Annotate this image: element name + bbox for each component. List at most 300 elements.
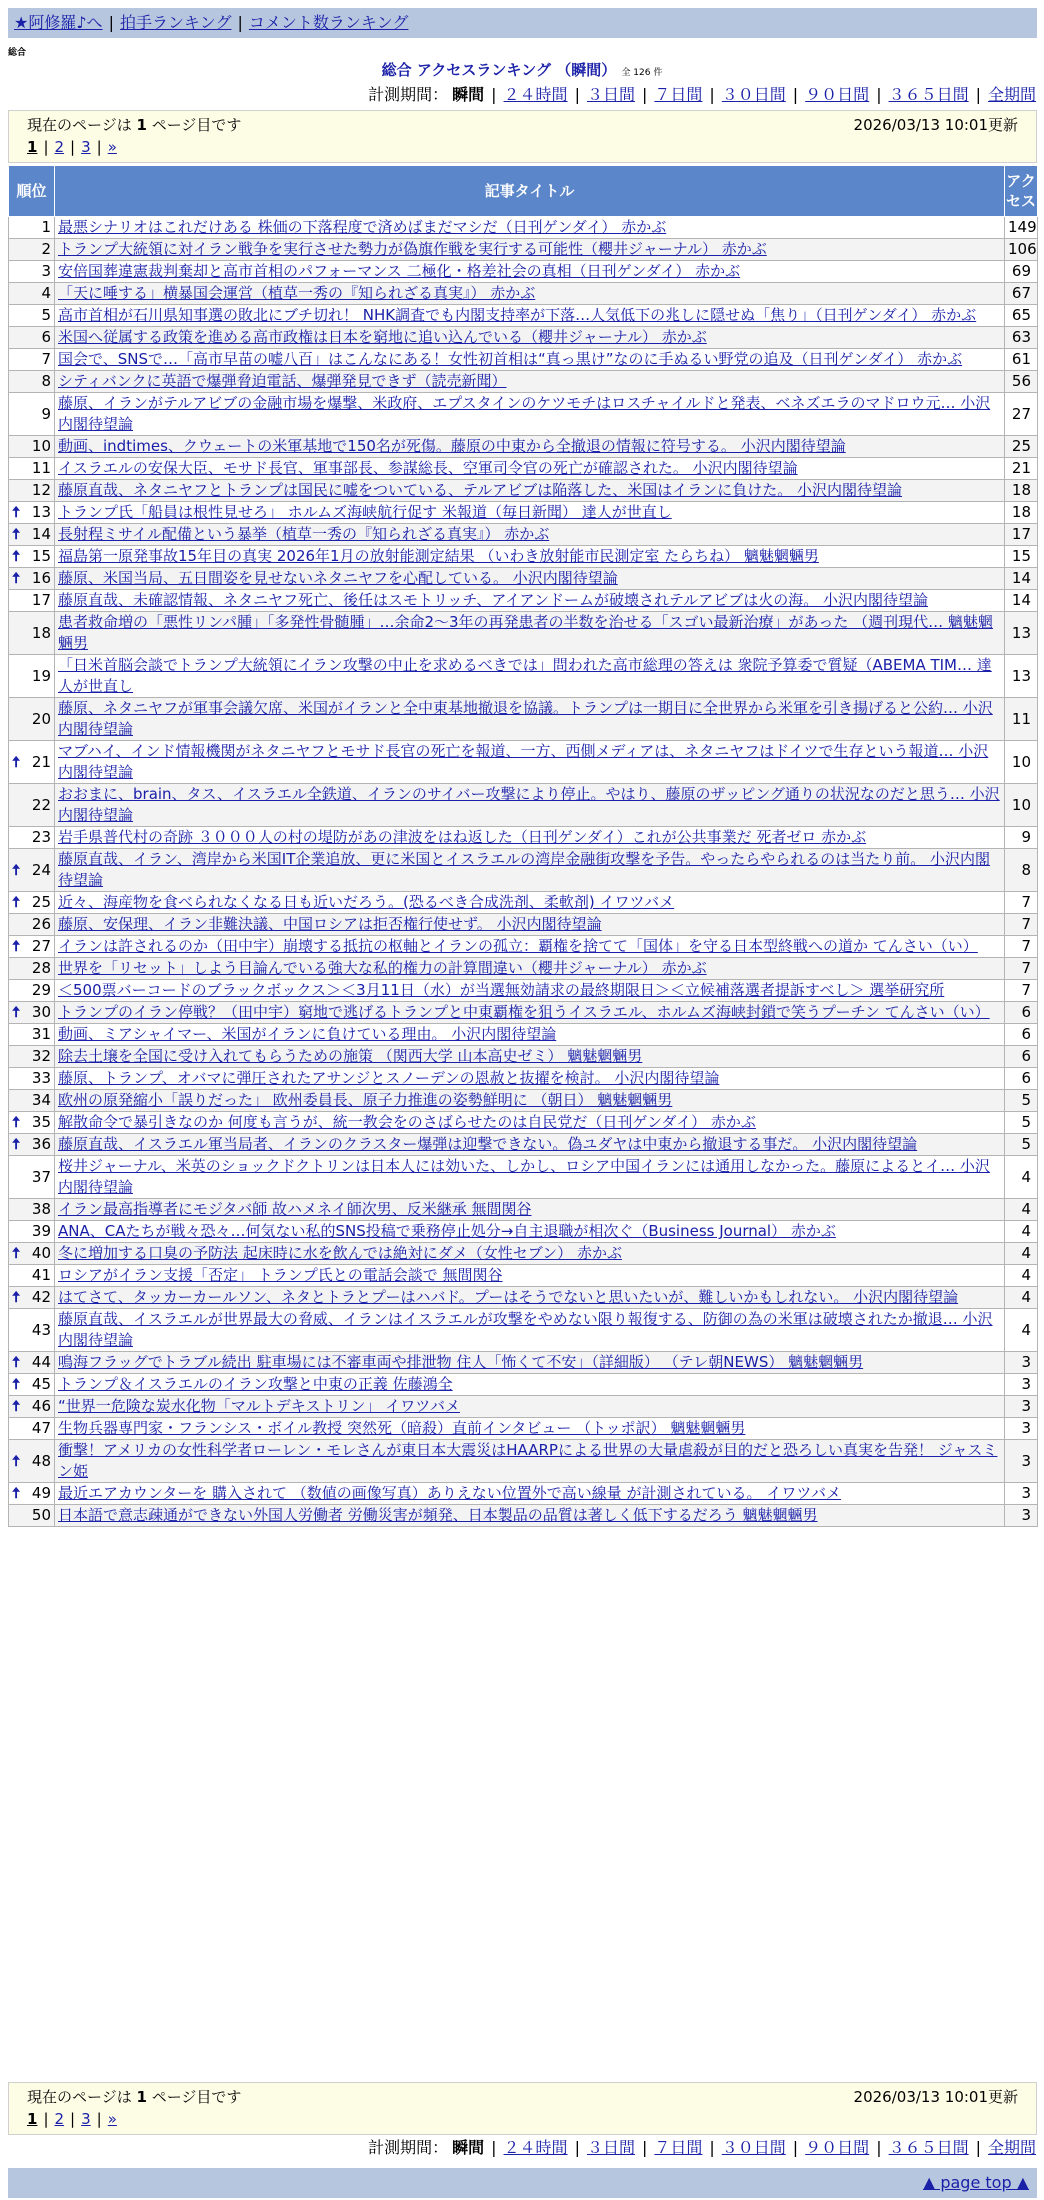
article-title-link[interactable]: 藤原直哉、イラン、湾岸から米国IT企業追放、更に米国とイスラエルの湾岸金融街攻撃を予告。やったらやられるのは当たり前。 小沢内閣待望論: [58, 850, 991, 889]
table-row: [9, 1483, 1038, 1505]
rank-number: 37: [31, 1167, 51, 1186]
item-count: 全 126 件: [621, 68, 663, 78]
table-row: [9, 1090, 1038, 1112]
rank-number: 30: [31, 1003, 51, 1021]
title-cell: [55, 1134, 1005, 1156]
updated-timestamp: 2026/03/13 10:01更新: [853, 2088, 1018, 2106]
pager-status: [27, 2087, 1018, 2107]
article-title-link[interactable]: 鳴海フラッグでトラブル続出 駐車場には不審車両や排泄物 住人「怖くて不安」（詳細版） （テレ朝NEWS） 魑魅魍魎男: [58, 1353, 864, 1371]
page-separator: |: [96, 2110, 102, 2128]
table-row: [9, 590, 1038, 612]
title-cell: [55, 1221, 1005, 1243]
rank-number: 27: [31, 937, 51, 955]
table-row: [9, 1418, 1038, 1440]
access-count: 3: [1005, 1352, 1038, 1374]
table-row: [9, 1287, 1038, 1309]
table-row: [9, 458, 1038, 480]
title-cell: [55, 1440, 1005, 1483]
article-title-link[interactable]: 欧州の原発縮小「誤りだった」 欧州委員長、原子力推進の姿勢鮮明に （朝日） 魑魅魍魎男: [58, 1091, 673, 1109]
rank-number: 4: [41, 284, 51, 302]
access-count: 13: [1005, 655, 1038, 698]
rank-up-arrow-icon: 🠅: [12, 1003, 21, 1021]
rank-up-arrow-icon: 🠅: [12, 1375, 21, 1393]
access-column-header: アクセス: [1005, 166, 1038, 217]
pager-status: [27, 115, 1018, 135]
rank-number: 45: [31, 1375, 51, 1393]
rank-number: 36: [31, 1135, 51, 1153]
title-cell: [55, 914, 1005, 936]
table-row: [9, 1221, 1038, 1243]
page-links: [27, 2109, 1018, 2129]
article-title-link[interactable]: 岩手県普代村の奇跡 ３０００人の村の堤防があの津波をはね返した（日刊ゲンダイ）これが公共事業だ 死者ゼロ 赤かぶ: [58, 828, 867, 846]
title-cell: [55, 436, 1005, 458]
rank-number: 10: [31, 437, 51, 455]
access-count: 3: [1005, 1483, 1038, 1505]
updated-timestamp: 2026/03/13 10:01更新: [853, 116, 1018, 134]
page-top-link[interactable]: ▲ page top ▲: [922, 2173, 1029, 2192]
rank-cell: [9, 590, 55, 612]
access-count: 14: [1005, 568, 1038, 590]
title-cell: [55, 784, 1005, 827]
rank-cell: [9, 1112, 55, 1134]
access-count: 65: [1005, 305, 1038, 327]
period-link[interactable]: ３日間: [586, 2138, 635, 2157]
comment-ranking-link[interactable]: コメント数ランキング: [248, 13, 409, 32]
rank-number: 15: [31, 547, 51, 565]
period-separator: |: [641, 2138, 648, 2157]
access-count: 6: [1005, 1068, 1038, 1090]
rank-cell: [9, 371, 55, 393]
table-row: [9, 349, 1038, 371]
rank-cell: [9, 612, 55, 655]
access-count: 5: [1005, 1112, 1038, 1134]
page-top-wrapper: [923, 2173, 1029, 2193]
article-title-link[interactable]: イラン最高指導者にモジタバ師 故ハメネイ師次男、反米継承 無間関谷: [58, 1200, 532, 1218]
rank-cell: [9, 1024, 55, 1046]
title-cell: [55, 1418, 1005, 1440]
rank-up-arrow-icon: 🠅: [12, 525, 21, 543]
rank-number: 50: [31, 1506, 51, 1524]
rank-number: 43: [31, 1320, 51, 1339]
rank-number: 46: [31, 1397, 51, 1415]
rank-number: 38: [31, 1200, 51, 1218]
title-cell: [55, 568, 1005, 590]
article-title-link[interactable]: 解散命令で暴引きなのか 何度も言うが、統一教会をのさばらせたのは自民党だ（日刊ゲンダイ） 赤かぶ: [58, 1113, 756, 1131]
next-page-link[interactable]: »: [107, 138, 117, 156]
rank-up-arrow-icon: 🠅: [12, 1353, 21, 1371]
article-title-link[interactable]: シティバンクに英語で爆弾脅迫電話、爆弾発見できず（読売新聞）: [58, 372, 507, 390]
rank-number: 48: [31, 1451, 51, 1470]
rank-number: 24: [31, 860, 51, 879]
rank-number: 12: [31, 481, 51, 499]
article-title-link[interactable]: 国会で、SNSで…「高市早苗の嘘八百」はこんなにある！女性初首相は“真っ黒け”なのに手ぬるい野党の追及（日刊ゲンダイ） 赤かぶ: [58, 350, 963, 368]
rank-up-arrow-icon: 🠅: [12, 1484, 21, 1502]
rank-number: 18: [31, 623, 51, 642]
period-link[interactable]: ３日間: [586, 85, 635, 104]
article-title-link[interactable]: 生物兵器専門家・フランシス・ボイル教授 突然死（暗殺）直前インタビュー （トッポ訳） 魑魅魍魎男: [58, 1419, 746, 1437]
access-count: 17: [1005, 524, 1038, 546]
page-link[interactable]: 3: [81, 2110, 91, 2128]
table-row: [9, 827, 1038, 849]
table-row: [9, 1112, 1038, 1134]
table-row: [9, 327, 1038, 349]
table-row: [9, 892, 1038, 914]
rank-cell: [9, 524, 55, 546]
pager-text-post: ページ目です: [151, 116, 242, 134]
table-row: [9, 261, 1038, 283]
rank-cell: [9, 784, 55, 827]
period-link[interactable]: ３０日間: [721, 85, 786, 104]
table-row: [9, 784, 1038, 827]
table-row: [9, 1046, 1038, 1068]
table-row: [9, 741, 1038, 784]
article-title-link[interactable]: 藤原、安保理、イラン非難決議、中国ロシアは拒否権行使せず。 小沢内閣待望論: [58, 915, 602, 933]
rank-number: 42: [31, 1288, 51, 1306]
rank-up-arrow-icon: 🠅: [12, 1113, 21, 1131]
period-link[interactable]: ３０日間: [721, 2138, 786, 2157]
article-title-link[interactable]: 最悪シナリオはこれだけある 株価の下落程度で済めばまだマシだ（日刊ゲンダイ） 赤かぶ: [58, 218, 667, 236]
article-title-link[interactable]: トランプのイラン停戦？（田中宇）窮地で逃げるトランプと中東覇権を狙うイスラエル、ホルムズ海峡封鎖で笑うプーチン てんさい（い）: [58, 1003, 990, 1021]
table-row: [9, 217, 1038, 239]
rank-number: 25: [31, 893, 51, 911]
rank-cell: [9, 1287, 55, 1309]
rank-number: 5: [41, 306, 51, 324]
title-cell: [55, 655, 1005, 698]
period-separator: |: [876, 2138, 882, 2157]
access-count: 67: [1005, 283, 1038, 305]
rank-number: 6: [41, 328, 51, 346]
period-label: 計測期間：: [368, 2138, 449, 2157]
access-count: 5: [1005, 1134, 1038, 1156]
title-cell: [55, 698, 1005, 741]
rank-cell: [9, 1440, 55, 1483]
page-link[interactable]: 2: [54, 2110, 65, 2128]
access-count: 61: [1005, 349, 1038, 371]
period-separator: |: [491, 85, 497, 104]
rank-cell: [9, 349, 55, 371]
period-separator: |: [709, 2138, 715, 2157]
table-row: [9, 1440, 1038, 1483]
table-row: [9, 1002, 1038, 1024]
article-title-link[interactable]: ロシアがイラン支援「否定」 トランプ氏との電話会談で 無間関谷: [58, 1266, 503, 1284]
title-cell: [55, 849, 1005, 892]
period-current: 瞬間: [452, 2138, 485, 2157]
title-cell: [55, 1309, 1005, 1352]
rank-up-arrow-icon: 🠅: [12, 937, 21, 955]
access-count: 7: [1005, 980, 1038, 1002]
period-link[interactable]: ９０日間: [805, 85, 870, 104]
table-row: [9, 305, 1038, 327]
period-link[interactable]: ７日間: [654, 2138, 703, 2157]
table-row: [9, 502, 1038, 524]
rank-cell: [9, 936, 55, 958]
title-cell: [55, 958, 1005, 980]
article-title-link[interactable]: ＜500票バーコードのブラックボックス＞＜3月11日（水）が当選無効請求の最終期限日＞＜立候補落選者提訴すべし＞ 選挙研究所: [58, 981, 945, 999]
rank-number: 40: [31, 1244, 51, 1262]
period-link[interactable]: 全期間: [987, 85, 1036, 104]
rank-cell: [9, 327, 55, 349]
article-title-link[interactable]: 藤原直哉、未確認情報、ネタニヤフ死亡、後任はスモトリッチ、アイアンドームが破壊されテルアビブは火の海。 小沢内閣待望論: [58, 591, 928, 609]
title-cell: [55, 1024, 1005, 1046]
applause-ranking-link[interactable]: 拍手ランキング: [119, 13, 232, 32]
period-link[interactable]: ２４時間: [503, 85, 568, 104]
article-title-link[interactable]: 「日米首脳会談でトランプ大統領にイラン攻撃の中止を求めるべきでは」問われた高市総理の答えは 衆院予算委で質疑（ABEMA TIM… 達人が世直し: [58, 656, 992, 695]
rank-up-arrow-icon: 🠅: [12, 1288, 21, 1306]
article-title-link[interactable]: おおまに、brain、タス、イスラエル全鉄道、イランのサイバー攻撃により停止。やはり、藤原のザッピング通りの状況なのだと思う… 小沢内閣待望論: [58, 785, 1000, 824]
ranking-body: [9, 217, 1038, 1527]
article-title-link[interactable]: 世界を「リセット」しよう目論んでいる強大な私的権力の計算間違い（櫻井ジャーナル） 赤かぶ: [58, 959, 707, 977]
rank-up-arrow-icon: 🠅: [12, 1397, 21, 1415]
period-separator: |: [491, 2138, 497, 2157]
access-count: 3: [1005, 1440, 1038, 1483]
article-title-link[interactable]: 患者救命増の「悪性リンパ腫」「多発性骨髄腫」…余命2〜3年の再発患者の半数を治せる「スゴい最新治療」があった （週刊現代… 魑魅魍魎男: [58, 613, 993, 652]
next-page-link[interactable]: »: [107, 2110, 117, 2128]
rank-number: 11: [31, 459, 51, 477]
access-count: 18: [1005, 502, 1038, 524]
table-row: [9, 698, 1038, 741]
page-links: [27, 137, 1018, 157]
rank-cell: [9, 568, 55, 590]
article-title-link[interactable]: トランプ氏「船員は根性見せろ」 ホルムズ海峡航行促す 米報道（毎日新聞） 達人が世直し: [58, 503, 672, 521]
pager-text-post: ページ目です: [151, 2088, 242, 2106]
rank-cell: [9, 217, 55, 239]
access-count: 6: [1005, 1046, 1038, 1068]
access-count: 27: [1005, 393, 1038, 436]
rank-number: 35: [31, 1113, 51, 1131]
table-row: [9, 283, 1038, 305]
article-title-link[interactable]: 安倍国葬違憲裁判棄却と高市首相のパフォーマンス 二極化・格差社会の真相（日刊ゲンダイ） 赤かぶ: [58, 262, 741, 280]
rank-cell: [9, 546, 55, 568]
home-link[interactable]: ★阿修羅♪へ: [14, 13, 103, 32]
title-cell: [55, 1265, 1005, 1287]
access-count: 3: [1005, 1374, 1038, 1396]
article-title-link[interactable]: はてさて、タッカーカールソン、ネタとトラとプーはハバド。プーはそうでないと思いたいが、難しいかもしれない。 小沢内閣待望論: [58, 1288, 959, 1306]
access-count: 106: [1005, 239, 1038, 261]
rank-number: 17: [31, 591, 51, 609]
access-count: 4: [1005, 1243, 1038, 1265]
access-count: 7: [1005, 958, 1038, 980]
table-header-row: [9, 166, 1038, 217]
article-title-link[interactable]: 藤原直哉、ネタニヤフとトランプは国民に嘘をついている、テルアビブは陥落した、米国はイランに負けた。 小沢内閣待望論: [58, 481, 903, 499]
rank-up-arrow-icon: 🠅: [12, 1451, 21, 1470]
rank-cell: [9, 283, 55, 305]
page-link[interactable]: 3: [81, 138, 91, 156]
article-title-link[interactable]: 近々、海産物を食べられなくなる日も近いだろう。(恐るべき合成洗剤、柔軟剤) イワツバメ: [58, 893, 675, 911]
article-title-link[interactable]: 長射程ミサイル配備という暴挙（植草一秀の『知られざる真実』） 赤かぶ: [58, 525, 550, 543]
rank-number: 7: [41, 350, 51, 368]
page-separator: |: [70, 138, 76, 156]
rank-number: 29: [31, 981, 51, 999]
title-cell: [55, 1505, 1005, 1527]
pager-text-pre: 現在のページは: [27, 116, 132, 134]
page-title: [0, 60, 1044, 83]
table-row: [9, 1243, 1038, 1265]
table-row: [9, 1068, 1038, 1090]
access-count: 69: [1005, 261, 1038, 283]
title-cell: [55, 502, 1005, 524]
rank-cell: [9, 1002, 55, 1024]
table-row: [9, 914, 1038, 936]
article-title-link[interactable]: 藤原、トランプ、オバマに弾圧されたアサンジとスノーデンの恩赦と抜擢を検討。 小沢内閣待望論: [58, 1069, 720, 1087]
access-count: 63: [1005, 327, 1038, 349]
article-title-link[interactable]: “世界一危険な炭水化物「マルトデキストリン」 イワツバメ: [58, 1397, 460, 1415]
rank-number: 33: [31, 1069, 51, 1087]
title-cell: [55, 1046, 1005, 1068]
access-count: 25: [1005, 436, 1038, 458]
access-count: 4: [1005, 1287, 1038, 1309]
article-title-link[interactable]: ANA、CAたちが戦々恐々…何気ない私的SNS投稿で乗務停止処分→自主退職が相次ぐ（Business Journal） 赤かぶ: [58, 1222, 836, 1240]
article-title-link[interactable]: トランプ＆イスラエルのイラン攻撃と中東の正義 佐藤鴻全: [58, 1375, 453, 1393]
access-count: 4: [1005, 1265, 1038, 1287]
article-title-link[interactable]: 除去土壌を全国に受け入れてもらうための施策 （関西大学 山本高史ゼミ） 魑魅魍魎男: [58, 1047, 643, 1065]
article-title-link[interactable]: 動画、indtimes、クウェートの米軍基地で150名が死傷。藤原の中東から全撤退の情報に符号する。 小沢内閣待望論: [58, 437, 846, 455]
access-count: 5: [1005, 1090, 1038, 1112]
rank-number: 47: [31, 1419, 51, 1437]
rank-cell: [9, 849, 55, 892]
current-page: 1: [27, 2110, 38, 2128]
rank-cell: [9, 827, 55, 849]
period-separator: |: [975, 2138, 981, 2157]
article-title-link[interactable]: イランは許されるのか（田中宇）崩壊する抵抗の枢軸とイランの孤立：覇権を捨てて「国体」を守る日本型終戦への道か てんさい（い）: [58, 937, 978, 955]
access-count: 13: [1005, 612, 1038, 655]
table-row: [9, 958, 1038, 980]
table-row: [9, 612, 1038, 655]
title-cell: [55, 1002, 1005, 1024]
rank-cell: [9, 1505, 55, 1527]
table-row: [9, 371, 1038, 393]
title-cell: [55, 1243, 1005, 1265]
rank-number: 16: [31, 569, 51, 587]
rank-number: 26: [31, 915, 51, 933]
rank-cell: [9, 393, 55, 436]
access-count: 3: [1005, 1418, 1038, 1440]
title-cell: [55, 1374, 1005, 1396]
title-cell: [55, 371, 1005, 393]
top-navigation: [8, 8, 1037, 38]
article-title-link[interactable]: 桜井ジャーナル、米英のショックドクトリンは日本人には効いた、しかし、ロシア中国イランには通用しなかった。藤原によるとイ… 小沢内閣待望論: [58, 1157, 990, 1196]
article-title-link[interactable]: 藤原、ネタニヤフが軍事会議欠席、米国がイランと全中東基地撤退を協議。トランプは一期目に全世界から米軍を引き揚げると公約… 小沢内閣待望論: [58, 699, 993, 738]
article-title-link[interactable]: 最近エアカウンターを 購入されて （数値の画像写真）ありえない位置外で高い線量 が計測されている。 イワツバメ: [58, 1484, 842, 1502]
article-title-link[interactable]: 藤原、イランがテルアビブの金融市場を爆撃、米政府、エプスタインのケツモチはロスチャイルドと発表、ベネズエラのマドロウ元… 小沢内閣待望論: [58, 394, 991, 433]
article-title-link[interactable]: 米国へ従属する政策を進める高市政権は日本を窮地に追い込んでいる（櫻井ジャーナル） 赤かぶ: [58, 328, 707, 346]
article-title-link[interactable]: 高市首相が石川県知事選の敗北にブチ切れ！ NHK調査でも内閣支持率が下落…人気低下の兆しに隠せぬ「焦り」（日刊ゲンダイ） 赤かぶ: [58, 306, 977, 324]
title-cell: [55, 305, 1005, 327]
title-cell: [55, 1287, 1005, 1309]
title-cell: [55, 217, 1005, 239]
rank-number: 44: [31, 1353, 51, 1371]
table-row: [9, 1199, 1038, 1221]
rank-number: 41: [31, 1266, 51, 1284]
rank-cell: [9, 1483, 55, 1505]
title-column-header: 記事タイトル: [55, 166, 1005, 217]
rank-cell: [9, 1221, 55, 1243]
rank-cell: [9, 239, 55, 261]
rank-cell: [9, 1309, 55, 1352]
access-count: 7: [1005, 936, 1038, 958]
access-count: 3: [1005, 1505, 1038, 1527]
pager-current-number: 1: [136, 116, 147, 134]
period-separator: |: [574, 85, 580, 104]
article-title-link[interactable]: 藤原直哉、イスラエル軍当局者、イランのクラスター爆弾は迎撃できない。偽ユダヤは中東から撤退する事だ。 小沢内閣待望論: [58, 1135, 918, 1153]
rank-number: 20: [31, 709, 51, 728]
period-label: 計測期間：: [368, 85, 449, 104]
page-link[interactable]: 2: [54, 138, 65, 156]
title-cell: [55, 458, 1005, 480]
ranking-table: [8, 165, 1038, 1527]
article-title-link[interactable]: 福島第一原発事故15年目の真実 2026年1月の放射能測定結果 （いわき放射能市民測定室 たらちね） 魑魅魍魎男: [58, 547, 819, 565]
period-separator: |: [975, 85, 981, 104]
article-title-link[interactable]: 冬に増加する口臭の予防法 起床時に水を飲んでは絶対にダメ（女性セブン） 赤かぶ: [58, 1244, 622, 1262]
rank-number: 13: [31, 503, 51, 521]
article-title-link[interactable]: 日本語で意志疎通ができない外国人労働者 労働災害が頻発、日本製品の品質は著しく低下するだろう 魑魅魍魎男: [58, 1506, 818, 1524]
title-cell: [55, 239, 1005, 261]
period-separator: |: [876, 85, 882, 104]
nav-separator: |: [108, 13, 114, 32]
article-title-link[interactable]: イスラエルの安保大臣、モサド長官、軍事部長、参謀総長、空軍司令官の死亡が確認された。 小沢内閣待望論: [58, 459, 798, 477]
current-page: 1: [27, 138, 38, 156]
title-cell: [55, 283, 1005, 305]
rank-number: 32: [31, 1047, 51, 1065]
period-link[interactable]: 全期間: [987, 2138, 1036, 2157]
period-link[interactable]: ９０日間: [805, 2138, 870, 2157]
period-separator: |: [574, 2138, 580, 2157]
period-link[interactable]: ２４時間: [503, 2138, 568, 2157]
table-row: [9, 393, 1038, 436]
pager-text-pre: 現在のページは: [27, 2088, 132, 2106]
article-title-link[interactable]: 藤原、米国当局、五日間姿を見せないネタニヤフを心配している。 小沢内閣待望論: [58, 569, 618, 587]
rank-up-arrow-icon: 🠅: [12, 860, 21, 879]
rank-up-arrow-icon: 🠅: [12, 503, 21, 521]
rank-number: 23: [31, 828, 51, 846]
rank-cell: [9, 1046, 55, 1068]
access-count: 4: [1005, 1221, 1038, 1243]
rank-cell: [9, 1090, 55, 1112]
title-cell: [55, 480, 1005, 502]
access-count: 15: [1005, 546, 1038, 568]
access-count: 6: [1005, 1024, 1038, 1046]
title-cell: [55, 827, 1005, 849]
rank-cell: [9, 1265, 55, 1287]
article-title-link[interactable]: 藤原直哉、イスラエルが世界最大の脅威、イランはイスラエルが攻撃をやめない限り報復する、防御の為の米軍は破壊されたか撤退… 小沢内閣待望論: [58, 1310, 993, 1349]
period-link[interactable]: ３６５日間: [888, 2138, 969, 2157]
period-separator: |: [709, 85, 715, 104]
rank-number: 8: [41, 372, 51, 390]
rank-cell: [9, 980, 55, 1002]
access-count: 10: [1005, 741, 1038, 784]
rank-number: 49: [31, 1484, 51, 1502]
article-title-link[interactable]: マブハイ、インド情報機関がネタニヤフとモサド長官の死亡を報道、一方、西側メディアは、ネタニヤフはドイツで生存という報道… 小沢内閣待望論: [58, 742, 989, 781]
article-title-link[interactable]: トランプ大統領に対イラン戦争を実行させた勢力が偽旗作戦を実行する可能性（櫻井ジャーナル） 赤かぶ: [58, 240, 767, 258]
access-count: 56: [1005, 371, 1038, 393]
rank-number: 2: [41, 240, 51, 258]
rank-up-arrow-icon: 🠅: [12, 1135, 21, 1153]
rank-cell: [9, 458, 55, 480]
access-count: 14: [1005, 590, 1038, 612]
access-count: 8: [1005, 849, 1038, 892]
title-cell: [55, 1483, 1005, 1505]
rank-cell: [9, 1134, 55, 1156]
rank-cell: [9, 958, 55, 980]
title-cell: [55, 892, 1005, 914]
article-title-link[interactable]: 衝撃！アメリカの女性科学者ローレン・モレさんが東日本大震災はHAARPによる世界の大量虐殺が目的だと恐ろしい真実を告発！ ジャスミン姫: [58, 1441, 998, 1480]
rank-cell: [9, 892, 55, 914]
rank-number: 3: [41, 262, 51, 280]
period-link[interactable]: ７日間: [654, 85, 703, 104]
article-title-link[interactable]: 「天に唾する」横暴国会運営（植草一秀の『知られざる真実』） 赤かぶ: [58, 284, 536, 302]
period-link[interactable]: ３６５日間: [888, 85, 969, 104]
rank-up-arrow-icon: 🠅: [12, 547, 21, 565]
article-title-link[interactable]: 動画、ミアシャイマー、米国がイランに負けている理由。 小沢内閣待望論: [58, 1025, 557, 1043]
